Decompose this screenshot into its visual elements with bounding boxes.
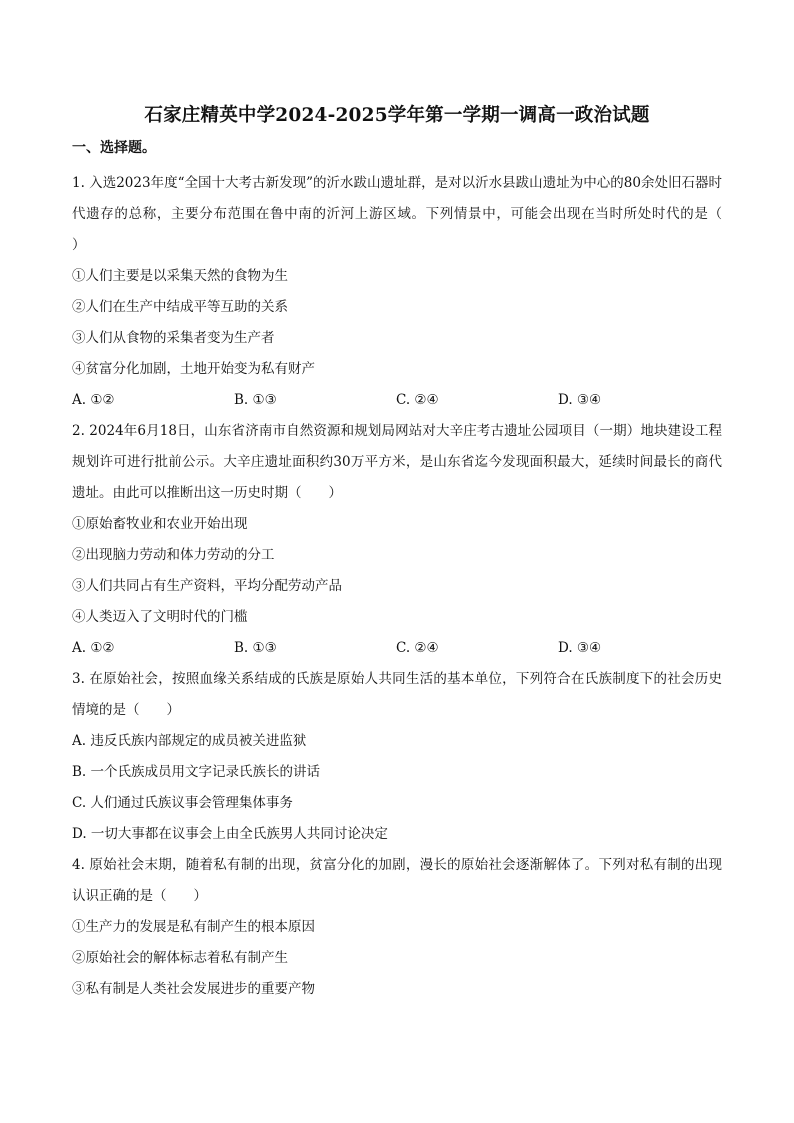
choice-c[interactable]: C. 人们通过氏族议事会管理集体事务 xyxy=(72,795,293,811)
statement-item: ③人们从食物的采集者变为生产者 xyxy=(72,330,275,346)
question-stem: 2. 2024年6月18日，山东省济南市自然资源和规划局网站对大辛庄考古遗址公园项目（一期）地块建设工程规划许可进行批前公示。大辛庄遗址面积约30万平方米，是山东省迄今发现面积最大，延续时间最长的商代遗址。由此可以推断出这一历史时期（ ） xyxy=(72,423,722,501)
question-stem: 1. 入选2023年度“全国十大考古新发现”的沂水跋山遗址群，是对以沂水县跋山遗址为中心的80余处旧石器时代遗存的总称，主要分布范围在鲁中南的沂河上游区域。下列情景中，可能会出现在当时所处时代的是（ ） xyxy=(72,175,749,253)
statement-item: ④人类迈入了文明时代的门槛 xyxy=(72,609,248,625)
statement-item: ②人们在生产中结成平等互助的关系 xyxy=(72,299,288,315)
statement-item: ①原始畜牧业和农业开始出现 xyxy=(72,516,248,532)
question-stem: 3. 在原始社会，按照血缘关系结成的氏族是原始人共同生活的基本单位，下列符合在氏族制度下的社会历史情境的是（ ） xyxy=(72,671,722,718)
statement-item: ③私有制是人类社会发展进步的重要产物 xyxy=(72,981,315,997)
statement-item: ①人们主要是以采集天然的食物为生 xyxy=(72,268,288,284)
choice-a[interactable]: A. 违反氏族内部规定的成员被关进监狱 xyxy=(72,733,307,749)
choice-d[interactable]: D. ③④ xyxy=(558,392,602,408)
question-stem: 4. 原始社会末期，随着私有制的出现，贫富分化的加剧，漫长的原始社会逐渐解体了。下列对私有制的出现认识正确的是（ ） xyxy=(72,857,722,904)
page-title: 石家庄精英中学2024-2025学年第一学期一调高一政治试题 xyxy=(144,105,650,126)
choice-a[interactable]: A. ①② xyxy=(72,640,115,656)
choice-d[interactable]: D. 一切大事都在议事会上由全氏族男人共同讨论决定 xyxy=(72,826,388,842)
question-1 xyxy=(72,168,749,416)
section-heading: 一、选择题。 xyxy=(72,140,156,156)
choice-a[interactable]: A. ①② xyxy=(72,392,115,408)
statement-item: ①生产力的发展是私有制产生的根本原因 xyxy=(72,919,315,935)
choice-c[interactable]: C. ②④ xyxy=(396,640,439,656)
choice-b[interactable]: B. ①③ xyxy=(234,392,277,408)
question-3 xyxy=(72,664,722,850)
choice-c[interactable]: C. ②④ xyxy=(396,392,439,408)
statement-item: ③人们共同占有生产资料，平均分配劳动产品 xyxy=(72,578,342,594)
statement-item: ②出现脑力劳动和体力劳动的分工 xyxy=(72,547,275,563)
statement-item: ②原始社会的解体标志着私有制产生 xyxy=(72,950,288,966)
question-4 xyxy=(72,850,722,1005)
statement-item: ④贫富分化加剧，土地开始变为私有财产 xyxy=(72,361,315,377)
question-2 xyxy=(72,416,722,664)
choice-b[interactable]: B. ①③ xyxy=(234,640,277,656)
choice-d[interactable]: D. ③④ xyxy=(558,640,602,656)
answer-choices xyxy=(72,385,722,416)
choice-b[interactable]: B. 一个氏族成员用文字记录氏族长的讲话 xyxy=(72,764,321,780)
answer-choices xyxy=(72,633,722,664)
